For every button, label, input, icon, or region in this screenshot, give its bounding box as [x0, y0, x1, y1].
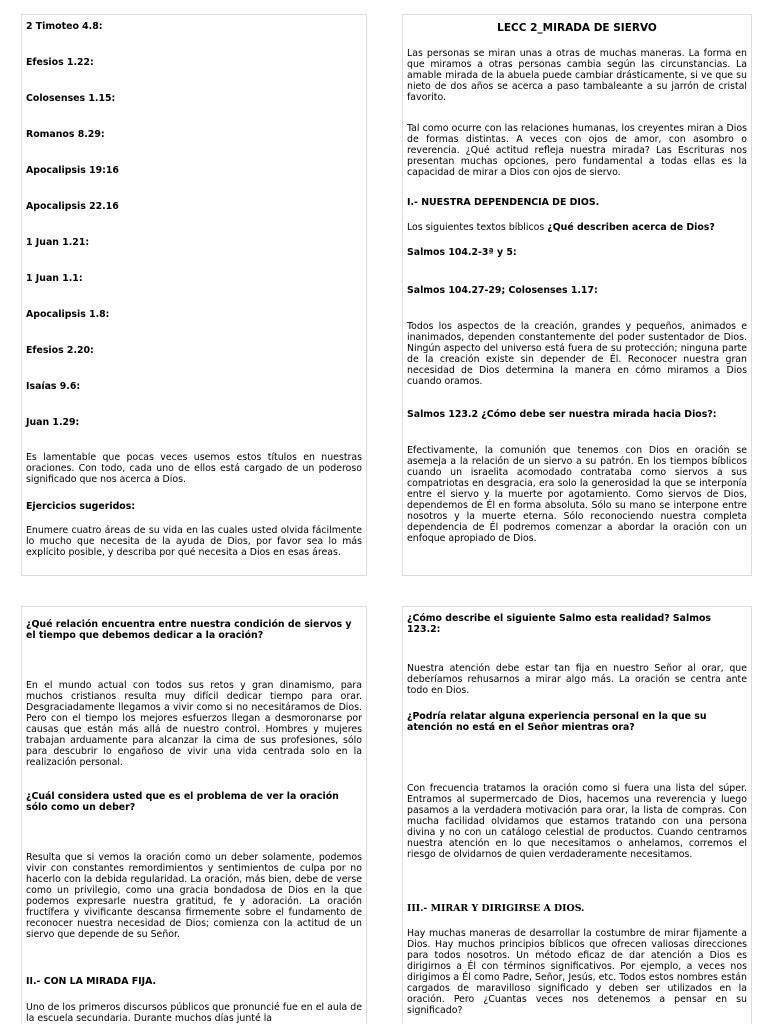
paragraph: Uno de los primeros discursos públicos que pronuncié fue en el aula de la escuela secundaria. Durante muchos días junté la — [26, 1002, 362, 1024]
paragraph: Enumere cuatro áreas de su vida en las cuales usted olvida fácilmente lo mucho que necesita de la ayuda de Dios, por favor sea lo más explícito posible, y describa por qué necesita a Dios en esas áreas. — [26, 525, 362, 558]
question: Salmos 123.2 ¿Cómo debe ser nuestra mirada hacia Dios?: — [407, 409, 717, 420]
paragraph: Efectivamente, la comunión que tenemos con Dios en oración se asemeja a la relación de un siervo a su patrón. En los tiempos bíblicos cuando un israelita acomodado contrataba como siervos a sus compatriotas en desgracia, era solo la generosidad la que se interponía entre el siervo y la muerte por agotamiento. Como siervos de Dios, dependemos de Él en forma absoluta. Sólo su mano se interpone entre nosotros y la muerte eterna. Sólo reconociendo nuestra completa dependencia de Él podremos comenzar a abordar la oración con un enfoque apropiado de Dios. — [407, 445, 747, 544]
page-panel-1 — [21, 14, 367, 576]
paragraph-lead: Los siguientes textos bíblicos — [407, 222, 548, 233]
scripture-ref: Apocalipsis 1.8: — [26, 309, 110, 320]
scripture-ref: Apocalipsis 19:16 — [26, 165, 119, 176]
scripture-ref: 2 Timoteo 4.8: — [26, 21, 103, 32]
scripture-ref: Juan 1.29: — [26, 417, 80, 428]
page-panel-2 — [402, 14, 752, 576]
paragraph: En el mundo actual con todos sus retos y gran dinamismo, para muchos cristianos resulta muy difícil dedicar tiempo para orar. Desgraciadamente llegamos a vivir como si no necesitáramos de Dios. Pero con el tiempo los mejores esfuerzos llegan a desmoronarse por causas que están más allá de nuestro control. Hombres y mujeres trabajan arduamente para alcanzar la cima de sus profesiones, sólo para descubrir lo engañoso de vivir una vida centrada solo en la realización personal. — [26, 680, 362, 768]
scripture-ref: 1 Juan 1.21: — [26, 237, 90, 248]
scripture-ref: Colosenses 1.15: — [26, 93, 116, 104]
scripture-ref: Efesios 2.20: — [26, 345, 94, 356]
paragraph: Con frecuencia tratamos la oración como si fuera una lista del súper. Entramos al supermercado de Dios, hacemos una reverencia y luego pasamos a la verdadera motivación para orar, la lista de compras. Con mucha facilidad olvidamos que estamos tratando con una persona divina y no con un catálogo celestial de productos. Cuando centramos nuestra atención en lo que necesitamos o anhelamos, corremos el riesgo de olvidarnos de quien verdaderamente necesitamos. — [407, 783, 747, 860]
scripture-ref: Efesios 1.22: — [26, 57, 94, 68]
paragraph-question: ¿Qué describen acerca de Dios? — [547, 222, 715, 233]
lesson-title: LECC 2_MIRADA DE SIERVO — [497, 22, 657, 34]
paragraph: Es lamentable que pocas veces usemos estos títulos en nuestras oraciones. Con todo, cada uno de ellos está cargado de un poderoso significado que nos acerca a Dios. — [26, 452, 362, 485]
section-heading: I.- NUESTRA DEPENDENCIA DE DIOS. — [407, 197, 600, 208]
question: Salmos 104.27-29; Colosenses 1.17: — [407, 285, 598, 296]
question: ¿Qué relación encuentra entre nuestra condición de siervos y el tiempo que debemos dedicar a la oración? — [26, 619, 352, 641]
section-heading: III.- MIRAR Y DIRIGIRSE A DIOS. — [407, 903, 585, 914]
page-panel-4 — [402, 606, 752, 1024]
scripture-ref: Apocalipsis 22.16 — [26, 201, 119, 212]
paragraph: Resulta que si vemos la oración como un deber solamente, podemos vivir con constantes remordimientos y sentimientos de culpa por no hacerlo con la debida regularidad. La oración, más bien, debe de verse como un privilegio, como una gracia bondadosa de Dios en la que podemos expresarle nuestra gratitud, fe y adoración. La oración fructífera y vivificante descansa firmemente sobre el fundamento de reconocer nuestra necesidad de Dios; comienza con la actitud de un siervo que depende de su Señor. — [26, 852, 362, 940]
section-heading: II.- CON LA MIRADA FIJA. — [26, 976, 157, 987]
paragraph: Tal como ocurre con las relaciones humanas, los creyentes miran a Dios de formas distintas. A veces con ojos de amor, con asombro o reverencia. ¿Qué actitud refleja nuestra mirada? Las Escrituras nos presentan muchas opciones, pero fundamental a todas ellas es la capacidad de mirar a Dios con ojos de siervo. — [407, 123, 747, 178]
paragraph: Hay muchas maneras de desarrollar la costumbre de mirar fijamente a Dios. Hay muchos principios bíblicos que ofrecen valiosas direcciones para todos nosotros. Un método eficaz de dar atención a Dios es dirigirnos a Él con términos significativos. Por ejemplo, a veces nos dirigimos a Él como Padre, Señor, Jesús, etc. Todos estos nombres están cargados de maravilloso significado y deben ser utilizados en la oración. Pero ¿Cuantas veces nos detenemos a pensar en su significado? — [407, 928, 747, 1016]
question: Salmos 104.2-3ª y 5: — [407, 247, 517, 258]
page-panel-3 — [21, 606, 367, 1024]
scripture-ref: Isaías 9.6: — [26, 381, 81, 392]
scripture-ref: Romanos 8.29: — [26, 129, 105, 140]
paragraph: Nuestra atención debe estar tan fija en nuestro Señor al orar, que deberíamos rehusarnos a mirar algo más. La oración se centra ante todo en Dios. — [407, 663, 747, 696]
question: ¿Cuál considera usted que es el problema de ver la oración sólo como un deber? — [26, 791, 339, 813]
question: ¿Podría relatar alguna experiencia personal en la que su atención no está en el Señor mientras ora? — [407, 711, 707, 733]
question: ¿Cómo describe el siguiente Salmo esta realidad? Salmos 123.2: — [407, 613, 712, 635]
paragraph: Todos los aspectos de la creación, grandes y pequeños, animados e inanimados, dependen constantemente del poder sustentador de Dios. Ningún aspecto del universo está fuera de su protección; ninguna parte de la creación existe sin depender de Él. Reconocer nuestra gran necesidad de Dios determina la manera en cómo miramos a Dios cuando oramos. — [407, 321, 747, 387]
paragraph: Las personas se miran unas a otras de muchas maneras. La forma en que miramos a otras personas cambia según las circunstancias. La amable mirada de la abuela puede cambiar drásticamente, si ve que su nieto de dos años se acerca a paso tambaleante a su jarrón de cristal favorito. — [407, 48, 747, 103]
scripture-ref: 1 Juan 1.1: — [26, 273, 83, 284]
section-heading: Ejercicios sugeridos: — [26, 501, 136, 512]
paragraph — [407, 222, 747, 233]
